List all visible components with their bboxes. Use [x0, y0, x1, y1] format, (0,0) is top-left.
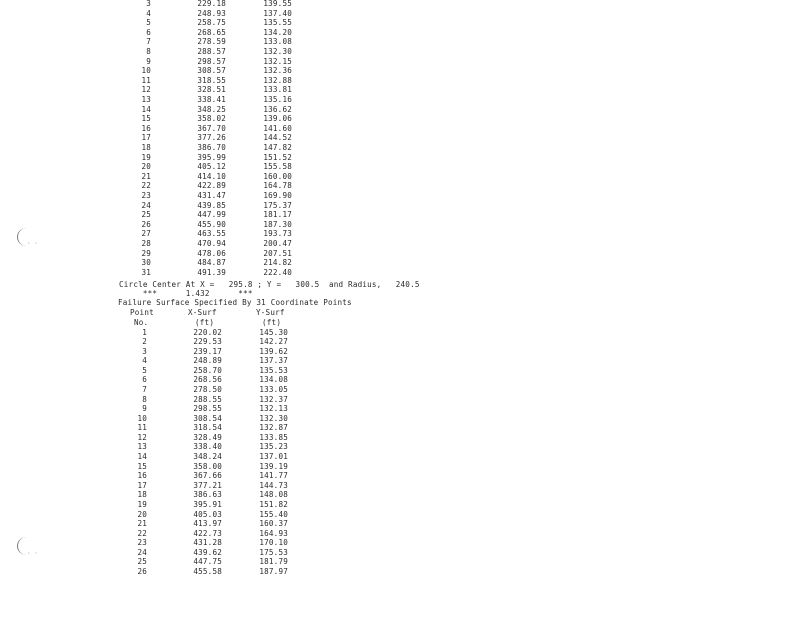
y-coordinate: 142.27 — [259, 337, 288, 347]
point-number: 21 — [137, 519, 147, 529]
y-coordinate: 137.40 — [263, 8, 292, 18]
y-coordinate: 134.20 — [263, 27, 292, 37]
point-number: 21 — [141, 171, 151, 181]
point-number: 6 — [142, 375, 147, 385]
point-number: 3 — [142, 346, 147, 356]
y-coordinate: 139.55 — [263, 0, 292, 8]
y-coordinate: 132.87 — [259, 423, 288, 433]
table-row — [0, 519, 800, 529]
point-number: 1 — [142, 327, 147, 337]
table-row — [0, 481, 800, 491]
table-row — [0, 76, 800, 86]
table-row — [0, 442, 800, 452]
x-coordinate: 447.99 — [197, 210, 226, 220]
y-coordinate: 200.47 — [263, 239, 292, 248]
x-coordinate: 455.58 — [193, 567, 222, 576]
header-y-unit: (ft) — [262, 318, 282, 327]
y-coordinate: 169.90 — [263, 191, 292, 200]
y-coordinate: 136.62 — [263, 104, 292, 114]
point-number: 20 — [137, 509, 147, 519]
x-coordinate: 414.10 — [197, 171, 226, 181]
x-coordinate: 278.59 — [197, 37, 226, 47]
table-row — [0, 66, 800, 76]
point-number: 30 — [141, 258, 151, 268]
x-coordinate: 348.25 — [197, 104, 226, 114]
y-coordinate: 132.37 — [259, 394, 288, 404]
point-number: 14 — [137, 452, 147, 462]
x-coordinate: 288.57 — [197, 47, 226, 56]
point-number: 5 — [146, 18, 151, 28]
x-coordinate: 288.55 — [193, 394, 222, 404]
y-coordinate: 133.08 — [263, 37, 292, 47]
binder-hole-dots-upper: · · — [27, 240, 38, 247]
y-coordinate: 133.05 — [259, 384, 288, 394]
point-number: 6 — [146, 27, 151, 37]
table-row — [0, 567, 800, 577]
y-coordinate: 139.06 — [263, 114, 292, 124]
y-coordinate: 187.97 — [259, 567, 288, 576]
point-number: 22 — [137, 528, 147, 538]
point-number: 16 — [137, 471, 147, 481]
x-coordinate: 367.70 — [197, 123, 226, 133]
point-number: 11 — [141, 75, 151, 85]
table-row — [0, 57, 800, 67]
point-number: 5 — [142, 365, 147, 375]
x-coordinate: 386.70 — [197, 143, 226, 152]
y-coordinate: 151.82 — [259, 499, 288, 509]
point-number: 26 — [137, 567, 147, 576]
y-coordinate: 148.08 — [259, 490, 288, 500]
x-coordinate: 328.51 — [197, 85, 226, 95]
x-coordinate: 377.21 — [193, 480, 222, 490]
x-coordinate: 298.55 — [193, 404, 222, 414]
table-row — [0, 395, 800, 405]
y-coordinate: 132.13 — [259, 404, 288, 414]
table-row — [0, 249, 800, 259]
point-number: 23 — [137, 538, 147, 548]
point-number: 20 — [141, 162, 151, 172]
table-row — [0, 328, 800, 338]
x-coordinate: 413.97 — [193, 519, 222, 529]
y-coordinate: 141.60 — [263, 123, 292, 133]
table-row — [0, 153, 800, 163]
point-number: 12 — [141, 85, 151, 95]
point-number: 4 — [142, 356, 147, 366]
x-coordinate: 298.57 — [197, 56, 226, 66]
x-coordinate: 447.75 — [193, 557, 222, 567]
table2-header-row-1 — [0, 308, 800, 318]
table-row — [0, 133, 800, 143]
table-row — [0, 375, 800, 385]
x-coordinate: 422.89 — [197, 181, 226, 191]
table-row — [0, 124, 800, 134]
y-coordinate: 207.51 — [263, 248, 292, 258]
x-coordinate: 248.89 — [193, 356, 222, 366]
table-row — [0, 414, 800, 424]
point-number: 12 — [137, 432, 147, 442]
point-number: 3 — [146, 0, 151, 8]
table-row — [0, 452, 800, 462]
x-coordinate: 278.50 — [193, 384, 222, 394]
y-coordinate: 151.52 — [263, 152, 292, 162]
y-coordinate: 133.85 — [259, 432, 288, 442]
point-number: 2 — [142, 337, 147, 347]
point-number: 7 — [146, 37, 151, 47]
table-row — [0, 95, 800, 105]
table-row — [0, 366, 800, 376]
table2-header-row-2 — [0, 318, 800, 328]
y-coordinate: 135.53 — [259, 365, 288, 375]
y-coordinate: 133.81 — [263, 85, 292, 95]
y-coordinate: 155.40 — [259, 509, 288, 519]
table-row — [0, 105, 800, 115]
table-row — [0, 510, 800, 520]
table-row — [0, 529, 800, 539]
point-number: 22 — [141, 181, 151, 191]
point-number: 27 — [141, 229, 151, 239]
x-coordinate: 422.73 — [193, 528, 222, 538]
y-coordinate: 147.82 — [263, 143, 292, 152]
x-coordinate: 463.55 — [197, 229, 226, 239]
point-number: 14 — [141, 104, 151, 114]
y-coordinate: 181.79 — [259, 557, 288, 567]
table-row — [0, 85, 800, 95]
x-coordinate: 439.85 — [197, 200, 226, 210]
point-number: 16 — [141, 123, 151, 133]
x-coordinate: 308.57 — [197, 66, 226, 76]
x-coordinate: 470.94 — [197, 239, 226, 248]
point-number: 9 — [146, 56, 151, 66]
y-coordinate: 160.37 — [259, 519, 288, 529]
point-number: 19 — [137, 499, 147, 509]
table-row — [0, 210, 800, 220]
table-row — [0, 143, 800, 153]
table-row — [0, 47, 800, 57]
y-coordinate: 134.08 — [259, 375, 288, 385]
x-coordinate: 431.47 — [197, 191, 226, 200]
x-coordinate: 268.65 — [197, 27, 226, 37]
header-point: Point — [130, 308, 154, 317]
point-number: 17 — [141, 133, 151, 143]
x-coordinate: 248.93 — [197, 8, 226, 18]
x-coordinate: 239.17 — [193, 346, 222, 356]
x-coordinate: 484.87 — [197, 258, 226, 268]
point-number: 29 — [141, 248, 151, 258]
point-number: 13 — [137, 442, 147, 452]
header-y-surf: Y-Surf — [256, 308, 285, 317]
x-coordinate: 338.40 — [193, 442, 222, 452]
y-coordinate: 187.30 — [263, 219, 292, 229]
x-coordinate: 268.56 — [193, 375, 222, 385]
table-row — [0, 220, 800, 230]
header-no: No. — [134, 318, 149, 327]
point-number: 25 — [137, 557, 147, 567]
table-row — [0, 490, 800, 500]
table-row — [0, 356, 800, 366]
table-row — [0, 404, 800, 414]
table-row — [0, 433, 800, 443]
table-row — [0, 500, 800, 510]
table-row — [0, 229, 800, 239]
table-row — [0, 385, 800, 395]
y-coordinate: 222.40 — [263, 267, 292, 277]
table-row — [0, 162, 800, 172]
table-row — [0, 181, 800, 191]
y-coordinate: 139.62 — [259, 346, 288, 356]
table-row — [0, 201, 800, 211]
point-number: 19 — [141, 152, 151, 162]
point-number: 18 — [137, 490, 147, 500]
point-number: 26 — [141, 219, 151, 229]
point-number: 8 — [146, 47, 151, 56]
point-number: 10 — [137, 413, 147, 423]
point-number: 15 — [137, 461, 147, 471]
point-number: 7 — [142, 384, 147, 394]
point-number: 31 — [141, 267, 151, 277]
y-coordinate: 181.17 — [263, 210, 292, 220]
y-coordinate: 132.15 — [263, 56, 292, 66]
circle-center-line: Circle Center At X = 295.8 ; Y = 300.5 and Radius, 240.5 — [119, 280, 420, 289]
table-row — [0, 258, 800, 268]
y-coordinate: 170.10 — [259, 538, 288, 548]
point-number: 28 — [141, 239, 151, 248]
point-number: 13 — [141, 95, 151, 104]
point-number: 18 — [141, 143, 151, 152]
y-coordinate: 193.73 — [263, 229, 292, 239]
y-coordinate: 141.77 — [259, 471, 288, 481]
x-coordinate: 328.49 — [193, 432, 222, 442]
table-row — [0, 28, 800, 38]
point-number: 25 — [141, 210, 151, 220]
y-coordinate: 137.01 — [259, 452, 288, 462]
x-coordinate: 318.54 — [193, 423, 222, 433]
y-coordinate: 214.82 — [263, 258, 292, 268]
x-coordinate: 229.18 — [197, 0, 226, 8]
x-coordinate: 491.39 — [197, 267, 226, 277]
x-coordinate: 229.53 — [193, 337, 222, 347]
x-coordinate: 455.90 — [197, 219, 226, 229]
y-coordinate: 175.37 — [263, 200, 292, 210]
y-coordinate: 155.58 — [263, 162, 292, 172]
x-coordinate: 405.03 — [193, 509, 222, 519]
point-number: 24 — [137, 547, 147, 557]
y-coordinate: 164.78 — [263, 181, 292, 191]
x-coordinate: 348.24 — [193, 452, 222, 462]
table-row — [0, 337, 800, 347]
point-number: 23 — [141, 191, 151, 200]
table-row — [0, 462, 800, 472]
y-coordinate: 132.88 — [263, 75, 292, 85]
x-coordinate: 478.06 — [197, 248, 226, 258]
table-row — [0, 538, 800, 548]
failure-surface-heading: Failure Surface Specified By 31 Coordinate Points — [118, 298, 352, 307]
point-number: 9 — [142, 404, 147, 414]
x-coordinate: 367.66 — [193, 471, 222, 481]
x-coordinate: 431.28 — [193, 538, 222, 548]
y-coordinate: 160.00 — [263, 171, 292, 181]
point-number: 8 — [142, 394, 147, 404]
x-coordinate: 338.41 — [197, 95, 226, 104]
y-coordinate: 137.37 — [259, 356, 288, 366]
table-row — [0, 423, 800, 433]
x-coordinate: 377.26 — [197, 133, 226, 143]
x-coordinate: 395.99 — [197, 152, 226, 162]
point-number: 11 — [137, 423, 147, 433]
x-coordinate: 395.91 — [193, 499, 222, 509]
table-row — [0, 191, 800, 201]
header-x-unit: (ft) — [195, 318, 215, 327]
y-coordinate: 132.36 — [263, 66, 292, 76]
table-row — [0, 18, 800, 28]
point-number: 15 — [141, 114, 151, 124]
x-coordinate: 358.00 — [193, 461, 222, 471]
x-coordinate: 258.70 — [193, 365, 222, 375]
x-coordinate: 258.75 — [197, 18, 226, 28]
point-number: 10 — [141, 66, 151, 76]
y-coordinate: 175.53 — [259, 547, 288, 557]
table-row — [0, 9, 800, 19]
header-x-surf: X-Surf — [188, 308, 217, 317]
x-coordinate: 308.54 — [193, 413, 222, 423]
y-coordinate: 144.52 — [263, 133, 292, 143]
table-row — [0, 347, 800, 357]
x-coordinate: 318.55 — [197, 75, 226, 85]
y-coordinate: 135.23 — [259, 442, 288, 452]
y-coordinate: 132.30 — [259, 413, 288, 423]
y-coordinate: 135.55 — [263, 18, 292, 28]
point-number: 4 — [146, 8, 151, 18]
y-coordinate: 139.19 — [259, 461, 288, 471]
table-row — [0, 0, 800, 9]
x-coordinate: 405.12 — [197, 162, 226, 172]
point-number: 24 — [141, 200, 151, 210]
factor-of-safety-line: *** 1.432 *** — [119, 289, 253, 298]
y-coordinate: 135.16 — [263, 95, 292, 104]
x-coordinate: 439.62 — [193, 547, 222, 557]
table-row — [0, 239, 800, 249]
table-row — [0, 172, 800, 182]
y-coordinate: 164.93 — [259, 528, 288, 538]
table-row — [0, 114, 800, 124]
y-coordinate: 132.30 — [263, 47, 292, 56]
point-number: 17 — [137, 480, 147, 490]
y-coordinate: 144.73 — [259, 480, 288, 490]
x-coordinate: 386.63 — [193, 490, 222, 500]
table-row — [0, 37, 800, 47]
binder-hole-dots-lower: · · — [27, 550, 38, 557]
table-row — [0, 557, 800, 567]
table-row — [0, 548, 800, 558]
y-coordinate: 145.30 — [259, 327, 288, 337]
x-coordinate: 358.02 — [197, 114, 226, 124]
table-row — [0, 268, 800, 278]
x-coordinate: 220.02 — [193, 327, 222, 337]
table-row — [0, 471, 800, 481]
